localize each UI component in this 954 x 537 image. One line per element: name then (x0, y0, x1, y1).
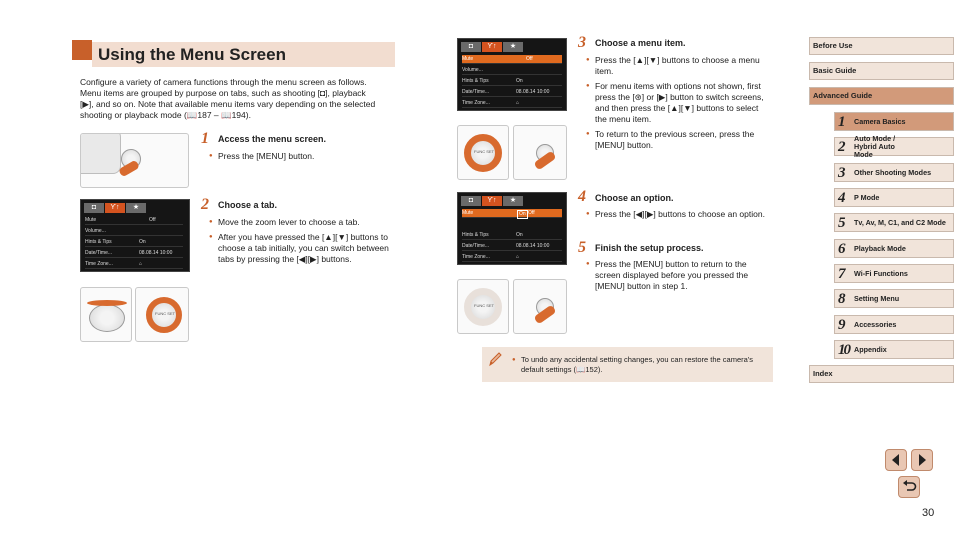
nav-advanced-guide[interactable]: Advanced Guide (809, 87, 954, 105)
step-3-bullets (586, 55, 772, 155)
nav-basic-guide[interactable]: Basic Guide (809, 62, 954, 80)
menu-row-selected: Mute Off (462, 55, 562, 64)
step-3-bullet: ● To return to the previous screen, press the [MENU] button. (586, 129, 772, 151)
step-1-title: Access the menu screen. (218, 134, 327, 144)
nav-chapter-3[interactable]: 3 Other Shooting Modes (834, 163, 954, 182)
menu-button-illustration (513, 279, 567, 334)
camera-back (80, 133, 121, 174)
step-2-bullet: ● Move the zoom lever to choose a tab. (209, 217, 391, 228)
page-title: Using the Menu Screen (98, 45, 286, 64)
prev-page-button[interactable] (885, 449, 907, 471)
tab-mymenu: ★ (126, 203, 146, 213)
step-5-title: Finish the setup process. (595, 243, 704, 253)
return-icon (899, 477, 919, 497)
next-page-button[interactable] (911, 449, 933, 471)
lever-arrows (87, 300, 127, 306)
camera-menu-screen-step4 (457, 192, 567, 265)
menu-row: Time Zone... ⌂ (85, 260, 183, 269)
note-bullets (512, 355, 762, 379)
menu-button-illustration (513, 125, 567, 180)
step-3-bullet: ● For menu items with options not shown, first press the [⊛] or [▶] button to switch screens, and then press the [▲][▼] buttons to select the menu item. (586, 81, 772, 125)
nav-index[interactable]: Index (809, 365, 954, 383)
step-4-title: Choose an option. (595, 193, 674, 203)
arrow-right-icon (912, 450, 932, 470)
tab-shooting: ◘ (461, 42, 481, 52)
menu-row: Date/Time... 08.08.14 10:00 (85, 249, 183, 258)
tab-setup: Ƴ↑ (105, 203, 125, 213)
menu-row: Time Zone... ⌂ (462, 253, 562, 262)
nav-before-use[interactable]: Before Use (809, 37, 954, 55)
menu-tabs (461, 42, 524, 52)
nav-chapter-2[interactable]: 2 Auto Mode / Hybrid Auto Mode (834, 137, 954, 156)
nav-chapter-9[interactable]: 9 Accessories (834, 315, 954, 334)
menu-row: Hints & Tips On (462, 77, 562, 86)
camera-menu-screen-step3 (457, 38, 567, 111)
step-2-bullets (209, 217, 391, 269)
nav-chapter-8[interactable]: 8 Setting Menu (834, 289, 954, 308)
page-number: 30 (922, 507, 935, 519)
control-dial-illustration (457, 125, 509, 180)
step-1-number: 1 (201, 130, 209, 147)
dial-label: FUNC SET (155, 311, 175, 316)
nav-chapter-7[interactable]: 7 Wi-Fi Functions (834, 264, 954, 283)
menu-row: Date/Time... 08.08.14 10:00 (462, 88, 562, 97)
dial-label: FUNC SET (474, 303, 494, 308)
title-marker (72, 40, 92, 60)
return-button[interactable] (898, 476, 920, 498)
tab-shooting: ◘ (461, 196, 481, 206)
step-1-bullet: ● Press the [MENU] button. (209, 151, 389, 162)
intro-paragraph: Configure a variety of camera functions through the menu screen as follows. Menu items are grouped by purpose on tabs, such as shooting [◘], playback [▶], and so on. Note that available menu items vary depending on the selected shooting or playback mode (📖187 – 📖194). (80, 77, 376, 120)
tab-setup: Ƴ↑ (482, 42, 502, 52)
tab-setup: Ƴ↑ (482, 196, 502, 206)
step1-illustration (80, 133, 189, 188)
menu-row: Volume... (85, 227, 183, 236)
zoom-lever (89, 304, 125, 332)
dial-label: FUNC SET (474, 149, 494, 154)
arrow-left-icon (886, 450, 906, 470)
step-3-number: 3 (578, 34, 586, 51)
zoom-lever-illustration (80, 287, 132, 342)
step-3-title: Choose a menu item. (595, 38, 686, 48)
nav-chapter-5[interactable]: 5 Tv, Av, M, C1, and C2 Mode (834, 213, 954, 232)
nav-chapter-6[interactable]: 6 Playback Mode (834, 239, 954, 258)
nav-chapter-4[interactable]: 4 P Mode (834, 188, 954, 207)
pencil-icon (487, 350, 503, 370)
control-dial-illustration (457, 279, 509, 334)
step-2-title: Choose a tab. (218, 200, 278, 210)
note-text: ● To undo any accidental setting changes, you can restore the camera's default settings (📖152). (512, 355, 762, 375)
menu-tabs (84, 203, 147, 213)
step-3-bullet: ● Press the [▲][▼] buttons to choose a menu item. (586, 55, 772, 77)
step-4-bullets (586, 209, 766, 224)
nav-chapter-1[interactable]: 1 Camera Basics (834, 112, 954, 131)
step-5-bullets (586, 259, 772, 296)
menu-row: Time Zone... ⌂ (462, 99, 562, 108)
menu-row: Volume... (462, 66, 562, 75)
step-5-number: 5 (578, 239, 586, 256)
step-4-number: 4 (578, 188, 586, 205)
step-4-bullet: ● Press the [◀][▶] buttons to choose an option. (586, 209, 766, 220)
tab-shooting: ◘ (84, 203, 104, 213)
control-dial-illustration (135, 287, 189, 342)
menu-row: Hints & Tips On (85, 238, 183, 247)
step-5-bullet: ● Press the [MENU] button to return to the screen displayed before you pressed the [MENU] button in step 1. (586, 259, 772, 292)
menu-row: Hints & Tips On (462, 231, 562, 240)
step-2-number: 2 (201, 196, 209, 213)
step-2-bullet: ● After you have pressed the [▲][▼] buttons to choose a tab initially, you can switch between tabs by pressing the [◀][▶] buttons. (209, 232, 391, 265)
step-1-bullets (209, 151, 389, 166)
nav-chapter-10[interactable]: 10 Appendix (834, 340, 954, 359)
menu-row: Mute Off (85, 216, 183, 225)
menu-tabs (461, 196, 524, 206)
menu-row: Date/Time... 08.08.14 10:00 (462, 242, 562, 251)
camera-menu-screen-step2 (80, 199, 190, 272)
tab-mymenu: ★ (503, 196, 523, 206)
tab-mymenu: ★ (503, 42, 523, 52)
menu-row-selected: Mute On Off (462, 209, 562, 218)
